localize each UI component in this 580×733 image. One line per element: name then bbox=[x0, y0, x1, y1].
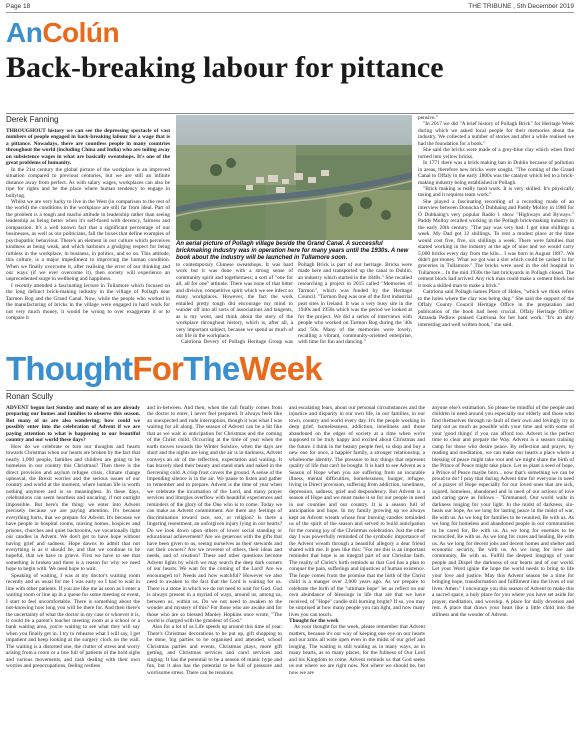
article-column-3 bbox=[298, 262, 412, 346]
byline: Derek Fanning bbox=[6, 115, 59, 124]
paragraph: "In 2017 we did "A brief history of Pollagh Brick" for Heritage Week during which we asked local people for their memories about the industry. We collected a number of stories and after a while realised we had the foundation for a book." bbox=[418, 121, 574, 147]
paragraph: As your thought for the week, please remember that Advent matters, because it's our way of keeping one eye on our hearts and our arms all wide open even in the midst of our grief and longing. The waiting is still waiting as in many ways, as in many hearts, as so many places, for the fullness of Our Lord and his Kingdom to come. Advent reminds us that God seeks us out where we are right now. Not where we should be, but now we are bbox=[289, 624, 425, 676]
paragraph: She played a fascinating recording of a recording made of an interview between Donncha Ó Dubhaing and Paddy Molloy in 1980 for Ó Dubhaing's very popular Radio 1 show "Highways and Byways." Paddy Molloy recalled working in the Pollagh brick-making industry in the early 20th century. "The pay was very bad. I got nine shillings a week. My Dad got 12 shillings. To rent a modest place at the time would cost five, five, six shillings a week. There were families that started working in the industry at the age of nine and we would carry 5,000 bricks every day from the kiln... I was born in August 1897...We didn't get money. What we got was a slot which could be cashed in for groceries in Tullamore." The bricks were used in the old hospital in Tullamore... In the mid 1930s the last brickyards in Pollagh closed. The cement block had arrived. Any rich man could make a cement block but it took a skilled man to make a brick." bbox=[418, 198, 574, 289]
paragraph: anyone else's estimation. So please be mindful of the people and children in need around you especially our elderly and those who find themselves through no fault of their own and lovingly try to help out as much as possible with your time and with some of your 'good things' if you can afford too. Advent is the perfect time to clear and prepare the Way. Advent is a season training camp for those who desire peace. By reflection and prayer, by reading and meditation, we can make our hearts a place where a blessing of peace might take root and we might share the birth of the Prince of Peace might take place. Let us plant a seed of hope, a Prince of Peace maybe born... now that's something we can be proud to do! I pray that during Advent time for everyone in need of a prayer of Hope especially for our loved ones that are sick, injured, homeless, abandoned and in need of our actions of love and caring gave as follows - "Emmanuel, Our world waits in darkness longing for your light. In the midst of darkness, sin-heals our hope, As we long for lasting peace in the midst of war, Be with us. As we long for families to be reunited, Be with us. As we long for homeless and abandoned people in our communities to be cared for, Be with us. As we long for enemies to be reconciled, Be with us. As we long for cures and healing, Be with us. As we long for decent jobs and decent homes and shelter and economic security, Be with us. As we long for love and community, Be with us. Fulfill the deepest longings of your people and Dispel the darkness of our hearts and of our world. Let your Word ignite the hope the world needs to bring to life your love and justice. May this Advent season be a time for bringing hope, transformation and fulfilment into the lives of our lives. Amen." I encourage you this season of Advent to make this a sacred space, a holy place for you where you have set aside for prayer, meditation, and worship. A place for daily devotion and rest. A place that draws your heart like a little child into the stillness and the wonder of Advent. bbox=[432, 405, 574, 618]
paragraph: Speaking of waiting, I was at my doctor's waiting room recently and as usual for me I was early so I had to wait in line with other patients. If you are like me as soon as I enter a waiting room or line up in a queue for some meeting or event, I start to feel uncomfortable. There is something about the not-knowing how long you will be there for. And then there's the uncertainty of what the doctor in my case or whoever it is, it could be a parent's teacher meeting room at a school or a bank waiting area, you're waiting to see what they will say when you finally get in. I try to rehearse what I will say, I get impatient and keep looking at the surgery clock on the wall. The waiting is a distorted one, the clutter of stress and worry arising from a room or a line full of patients of the hold sighs and various movements, and cash dealing with their own worries and preoccupations, feeling restless bbox=[6, 572, 140, 670]
paragraph: to contemporary Chinese sweatshops. It was hard work but it was done with a strong sense of community spirit and togetherness; a sort of "one for all, all for one" attitude. There was none of that bitter and divisive, competitive spirit which we see infect so many workplaces. However, the fact the work entailed pretty tough did encourage my mind to wander off into all sorts of associations and tangents, as is my wont, and think about the story of the workplace throughout history, which is, after all, a very important subject, because we spend as much of our life in the workplace. bbox=[176, 262, 293, 339]
thought-for-the-week-brand bbox=[6, 350, 322, 388]
paragraph: In 1771 there was a brick making ban in Dublin because of pollution in areas, therefore new bricks were sought. "The coming of the Grand Canal to Offaly in the early 1800s was the catalyst which led to a brick-making industry being established in Pollagh. bbox=[418, 160, 574, 186]
masthead: THE TRIBUNE , 5th December 2019 bbox=[468, 3, 574, 10]
column-brand bbox=[6, 18, 119, 48]
paragraph: THROUGHOUT history we can see the depressing spectacle of vast numbers of people engaged in back-breaking labour for a wage that is a pittance. Nowadays, there are countless people in many countries throughout the world (including China and India) who are toiling away on subsistence wages in what are basically sweatshops. It's one of the great problems of humanity. bbox=[6, 128, 170, 167]
article-column-4 bbox=[418, 115, 574, 346]
thought-column-2 bbox=[147, 405, 282, 729]
header-rule bbox=[6, 12, 574, 13]
byline-2: Ronan Scully bbox=[6, 392, 54, 401]
thought-column-3 bbox=[289, 405, 425, 729]
paragraph: She said the bricks were made of a grey-blue clay which when fired turned into yellow bricks. bbox=[418, 147, 574, 160]
brand-part-thought: Thought bbox=[6, 350, 133, 387]
paragraph: Caitriona Devery of Pollagh Heritage Group was bbox=[181, 339, 293, 346]
article-column-1 bbox=[6, 128, 170, 346]
paragraph: In the 21st century the global picture of the workplace is an improved situation compared to previous centuries, but we are still an infinite distance away from perfect. As with salary wages, workplaces can also be ripe for rights and be the place where human tendency to engage in bullying. bbox=[6, 166, 170, 199]
paragraph: Whilst we are very lucky to live in the West (in comparison to the rest of the world) the conditions in the workplace are still far from ideal. Part of the problem is a tough and macho attitude in leadership rather than seeing leadership as being better when it's self-fused with decency, fairness and compassion. It's a well known fact that a significant percentage of our businesses, as well as our politicians, fall the boxes that define examples of psychopathic behaviour. There's an element in our culture which perceives kindness as being weak, and which harbours a grudging respect for being ruthless in the workplace, in business, in politics, and so on. This attitude, this culture, is a major impediment to improving the human condition. When we finally overcome it, after realising the error of our thinking and our ways (if we ever overcome it), then society will experience an unprecedented surge in wellbeing and happiness. bbox=[6, 198, 170, 283]
brand-part-week: Week bbox=[239, 350, 322, 387]
paragraph: and escalating fears, about our personal circumstances and the injustice and disparity in our own life, in our families, in our town, country and world every day. It's the people working in deep grief, homelessness, addiction, loneliness and those abandoned on the edges of society at a time when we're supposed to be truly happy and excited about Christmas and the future. I think in the beauty people feel, to shop and buy a new one for once, a happier family, a stronger relationship, a wholesome identity. The pressure to buy things that represent quality of life that can't be bought. It is hard to see Advent as a Season of Hope when you are suffering from an incurable illness, mental difficulties, homelessness, hunger, refugee, living in Direct provision, suffering from addiction, loneliness, depression, sadness, grief and despondency. But Advent is a season of Hope and we must make it so for our people in need in our counties and our country. It is a season full of anticipation and hope. In my family growing up we always kept an Advent wreath whose four burning candles reminded us of the spirit of the season and served to build anticipation for the coming joy of the Christmas celebration. Just the other day I was powerfully reminded of the symbolic importance of the Advent wreath through a beautiful allegory a dear friend shared with me. It goes like this: "For me this is an important reminder that hope is an integral part of our Christian faith. The reality of Christ's birth reminds us that God has a plan to conquer the pain, sufferings and injustices of human existence. The hope comes from the promise that the birth of the Christ child is a manger over 2,000 years ago. As we prepare to celebrate the birth of the "ultimate hope" let us reflect on our own abundance of blessings in life that are that we have received, of "Hope" candle still burning bright? If so, you may be surprised at how many people you can light, and how many lives you can touch. bbox=[289, 405, 425, 618]
paragraph: pensive." bbox=[418, 115, 439, 121]
byline-rule-top bbox=[6, 113, 574, 114]
page-header bbox=[6, 2, 574, 12]
paragraph: "Brick making is really hard work. It is very skilled. It's physically taxing and it requires team work." bbox=[418, 185, 574, 199]
paragraph: ADVENT begun last Sunday and many of us are already preparing our homes and families to observe this season. But many of us are also wondering; how could we possibly enter into the celebration of Advent if we are paying attention to what is happening to our beautiful country and our world these days? bbox=[6, 405, 140, 444]
article-column-2 bbox=[176, 262, 293, 346]
page-number: Page 18 bbox=[6, 3, 31, 10]
aerial-photo-pollagh bbox=[176, 115, 412, 240]
brand-part-for: For bbox=[132, 350, 184, 387]
brand-part-colun: Colún bbox=[42, 17, 120, 48]
paragraph: Caitriona said Pollagh names Place of Holes, "which we think refers to the holes where the clay was being dug." She said the support of the Offaly County Council Heritage Office in the preparation and publication of the book had been crucial. Offaly Heritage Officer Amanda Pedlow praised Caitriona for her hard work. "It's an ably interesting and well written book," she said. bbox=[418, 289, 574, 328]
byline-rule-2 bbox=[6, 390, 574, 391]
photo-caption: An aerial picture of Pollagh village beside the Grand Canal. A successful brickmaking industry was in operation here for many years until the 1930s. A new book about the industry will be launched in Tullamore soon. bbox=[176, 241, 409, 261]
subheading: Thought for the week bbox=[289, 617, 339, 624]
paragraph: Also for a lot of us Life speeds up around this time of year. There's Christmas decorations to be put up, gift shopping to be done, big parties to be organised and attended, school Christmas parties and events, Christmas plays, more gift getting, and Christmas services and carol services and singing. It has the potential to be a season of manic hype and fun, but it also has the potential to be full of pressure and worrisome stress. There can be tensions bbox=[147, 624, 282, 676]
headline: Back-breaking labour for pittance bbox=[6, 51, 444, 84]
paragraph: Pollagh Brick is part of our heritage. Bricks were made here and transported up the canal to Dublin, an industry which started in the 1840s." She recalled researching a project in 2015 called "Memories of Tarmon", which was funded by the Heritage Council. "Tarmon Bog was one of the first industrial peat sites in Ireland. It was a very busy site in the 1940s and 1950s which was the period we looked at for the project. We did a series of interviews with people who worked on Tarmon Bog during the '40s and '50s. Many of the memories were lovely, recalling a vibrant, community-oriented enterprise, with time for fun and dancing." bbox=[298, 262, 412, 346]
brand-part-an: An bbox=[6, 17, 43, 48]
paragraph: I recently attended a fascinating lecture in Tullamore which focused on the long defunct brick-making industry in the village of Pollagh near Tarmon Bog and the Grand Canal. Now, while the people who worked in the manufacturing of bricks in the village were engaged in hard work for not very much money, it would be wrong to over exaggerate it or to compare it bbox=[6, 282, 170, 322]
thought-column-4 bbox=[432, 405, 574, 729]
paragraph: and in-between. And then, when the call finally comes from the doctor to enter, I never feel prepared. It always feels like an unexpected and rude interruption, though it was what I was waiting for all along. The season of Advent can be a bit like that as we wait in anticipation for Christmas and the coming of the Christ child. Occurring at the time of year when the earth moves towards the Winter Solstice, when the days are short and the nights are long and the air is in darkness, Advent conveys an air of the reflection, expectation and waiting. It has bravely shed their beauty and stand stark and naked in the fiercening cold. A crisp frost covers the ground. A sense of the impending silence is in the air. We pause to listen and gather to remember and to prepare. Advent is the time of year when we celebrate the incarnation of the Lord, and many prayer services and liturgies overflow with beautiful experiences and reminders of the glory of the One who is to come. Today we can make an Advent commitment. Are there any feelings of discrimination toward race, sex, or religion? Is there a lingering resentment, an unforgiven injury lying in our hearts? Do we look down upon others of lower social standing or educational achievement? Are we generous with the gifts that have been given to us, seeing ourselves as their stewards and not their owners? Are we reverent of others, their ideas and needs, and of creation? These and other questions become Advent lights by which we may search the deep dark corners of our hearts. We wait for the coming of the Lord! Are we encouraged to? Needs and how watchful? However we also need to awaken to the fact that the Lord is waiting for us. There is a stone in which we do not need to wait for God. God is always present in a myriad of ways, around us, among us, between us, within us. Do we not need to awaken to the wonder and mystery of this? For those who are awake and for those who are so blessed Manley Hopkins once wrote, "The world is charged with the grandeur of God." bbox=[147, 405, 282, 624]
paragraph: How do we celebrate or turn our thoughts and hearts towards Christmas when our hearts are broken by the fact that nearly 1,000 people, families and children are going to be homeless in our country this Christmas? Then there is the direct provision and asylum refugee crisis, climate change upheaval, the Brexit worries and the serious issues of our country and world at the moment, where human life is worth nothing anymore and is so meaningless. In these days, celebrations can seem heartless and uncaring, if not outright impossible. But here's the thing: we enter into Advent precisely because we are paying attention. It's because everything hurts, that we prepare for Advent. It's because we have people in hospital rooms, nursing homes, hospices and prisons, churches and quiet backrooms, we vocationally light our candles in Advent. We don't get to have hope without having grief and sadness. Hope dawns to admit that not everything is as it should be, and that we continue to be hopeful, that we have to grieve. First we have to see that something is broken and there is a reason for why we need hope to begin with. We need hope to wait. bbox=[6, 443, 140, 573]
brand-part-the: The bbox=[183, 350, 240, 387]
aerial-photo-illustration bbox=[176, 115, 412, 240]
thought-column-1 bbox=[6, 405, 140, 729]
